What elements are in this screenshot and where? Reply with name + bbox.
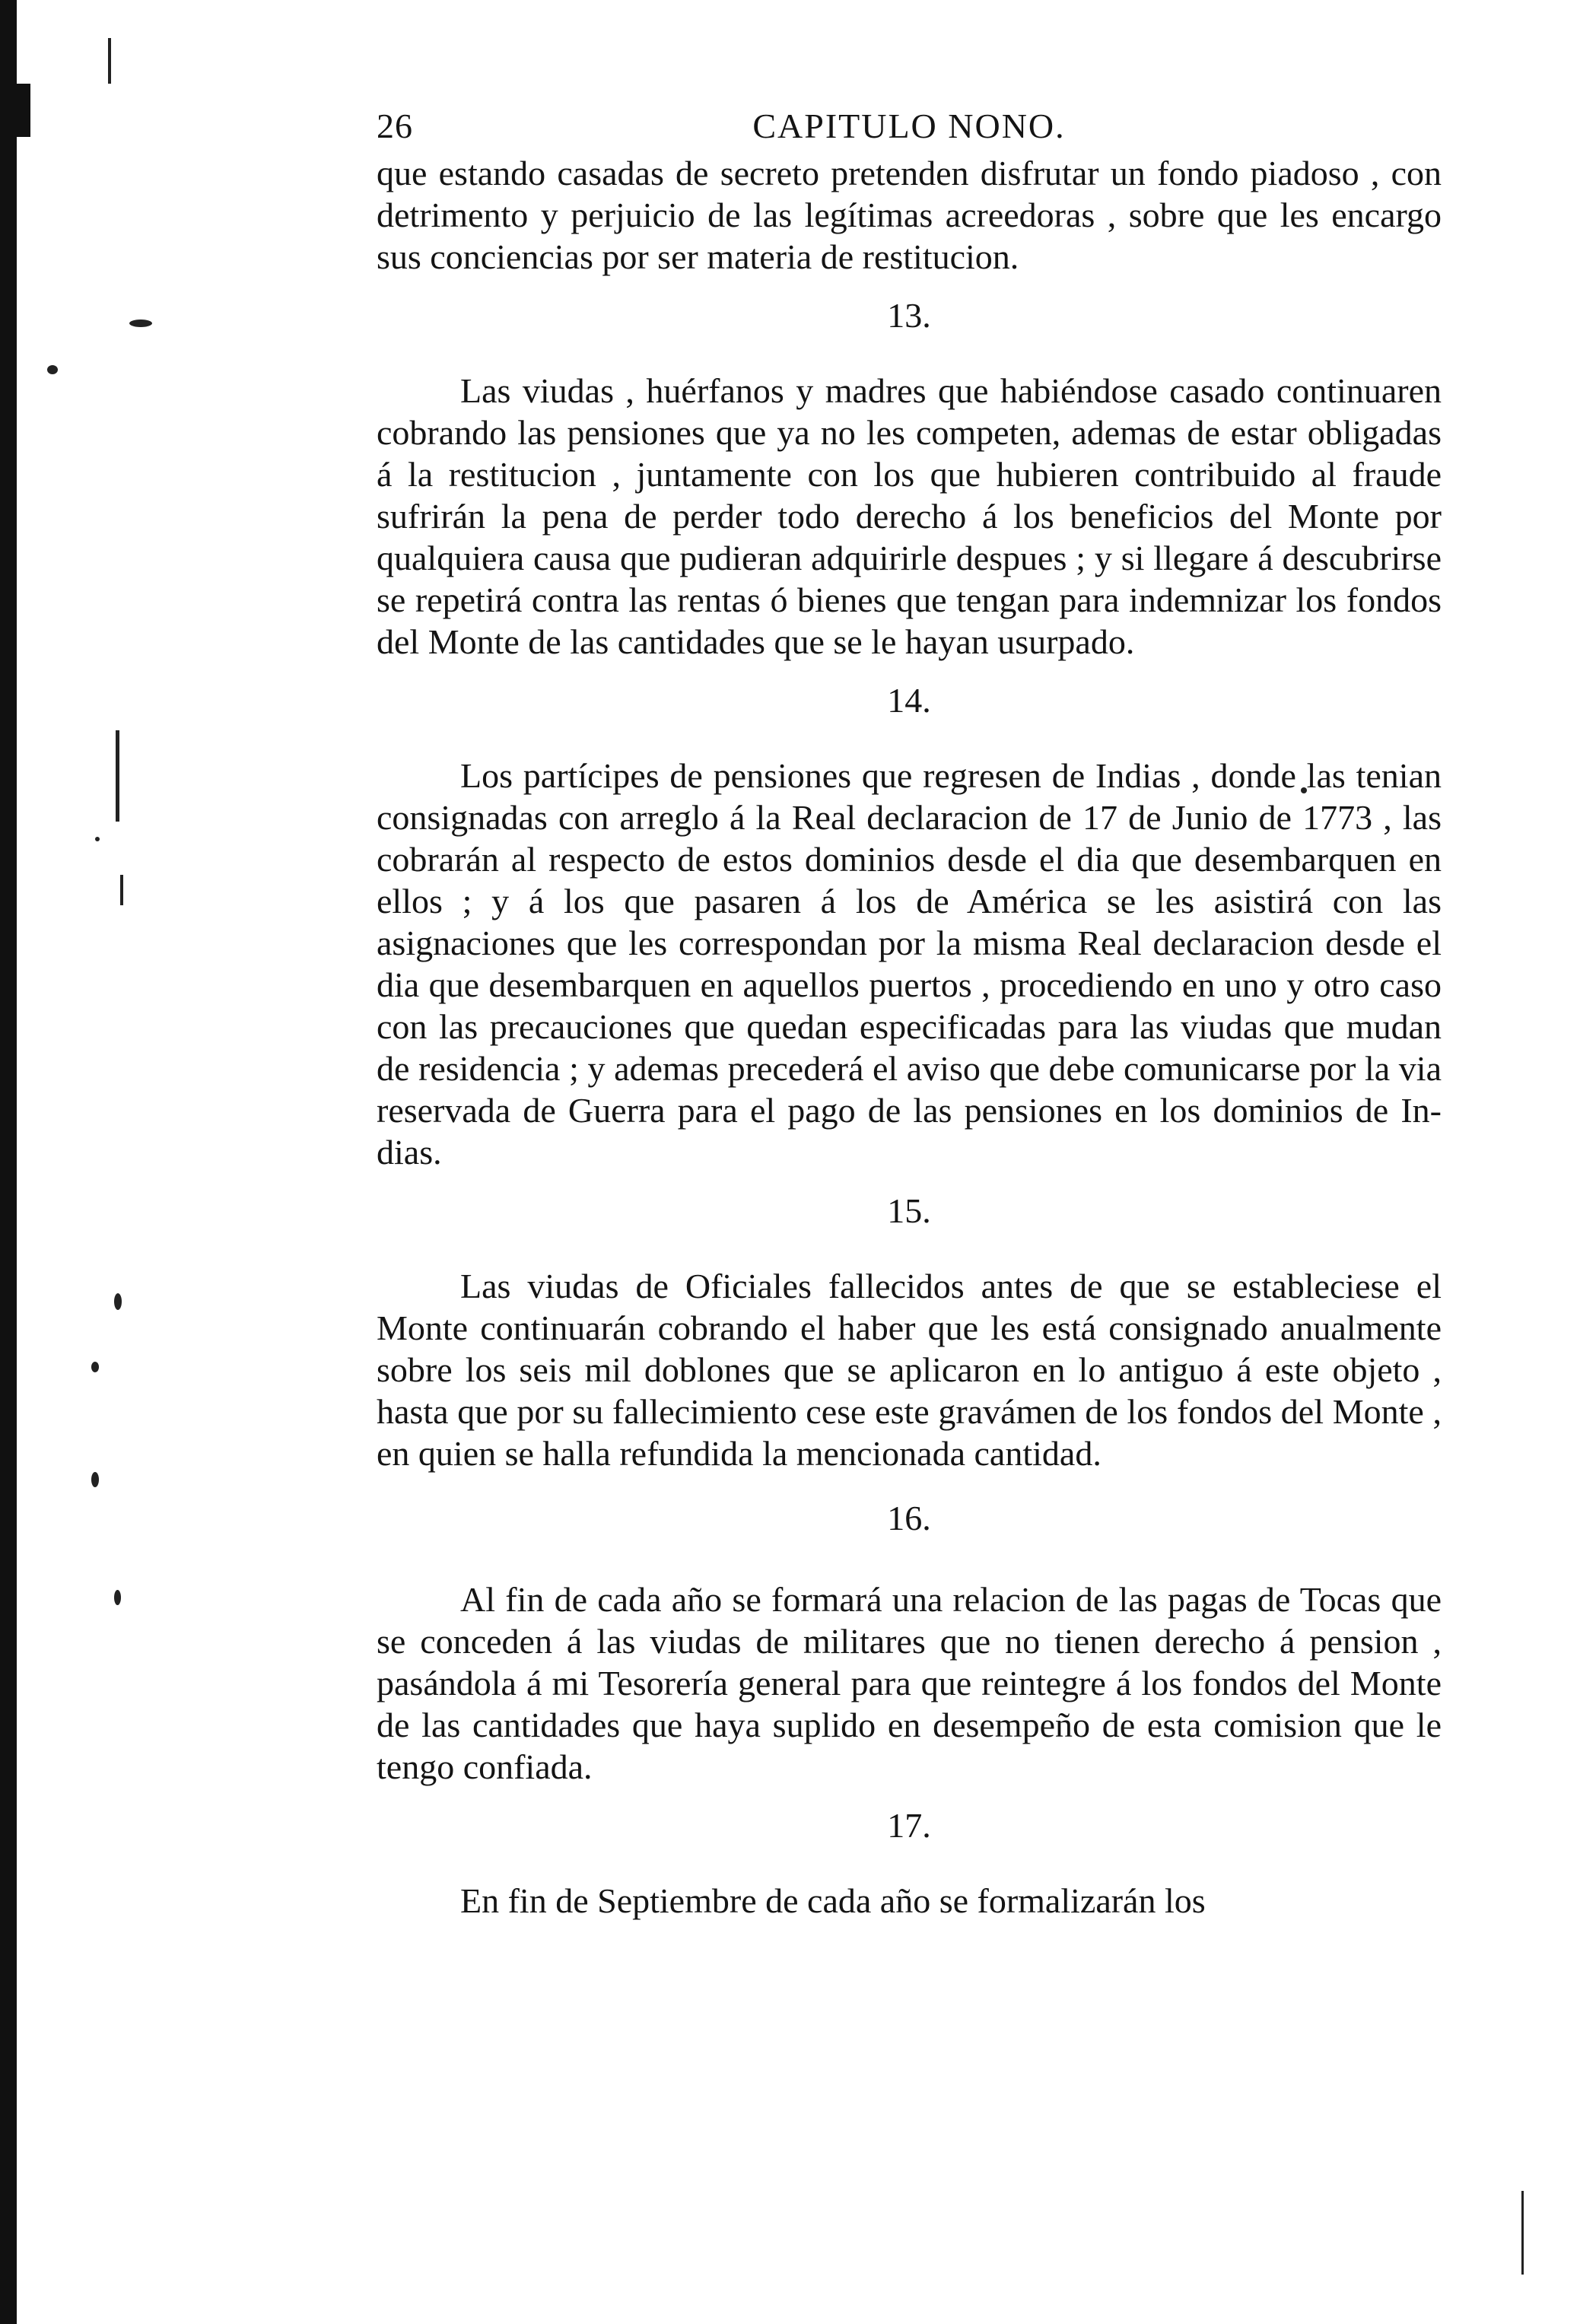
continuation-paragraph: que estando casadas de secreto pretenden disfrutar un fondo piadoso , con detrimento y perjuicio de las legítimas acreedoras , sobre que les encargo sus conciencias por ser materia de restitucion.	[377, 154, 1442, 276]
ink-speck	[47, 365, 58, 374]
section-paragraph-17: En fin de Septiembre de cada año se formalizarán los	[460, 1881, 1206, 1920]
section-number-17: 17.	[887, 1806, 931, 1845]
page-number: 26	[377, 107, 413, 145]
section-number-15: 15.	[887, 1191, 931, 1230]
section-number-13: 13.	[887, 296, 931, 335]
ink-speck	[114, 1590, 121, 1605]
ink-speck	[129, 320, 152, 327]
ink-speck	[91, 1362, 99, 1372]
margin-mark	[116, 730, 119, 822]
ink-speck	[95, 837, 100, 841]
section-number-16: 16.	[887, 1499, 931, 1537]
margin-mark	[108, 38, 111, 84]
section-paragraph-13: Las viudas , huérfanos y madres que habiéndose casado continuaren cobrando las pensiones que ya no les competen, ademas de estar obligadas á la restitucion , juntamente con los que hubieren contribuido al fraude sufrirán la pena de perder todo derecho á los beneficios del Monte por qualquiera causa que pudieran adquirirle despues ; y si llegare á descubrirse se repetirá contra las rentas ó bienes que tengan para indemnizar los fondos del Monte de las cantidades que se le hayan usurpado.	[377, 371, 1442, 661]
book-page	[377, 105, 1442, 1922]
ink-speck	[114, 1293, 122, 1310]
section-number-14: 14.	[887, 681, 931, 720]
section-paragraph-14: Los partícipes de pensiones que regresen de Indias , donde las tenian consignadas con arreglo á la Real declaracion de 17 de Junio de 1773 , las cobrarán al respecto de estos dominios desde el dia que desembarquen en ellos ; y á los que pasaren á los de América se les asistirá con las asignaciones que les correspondan por la misma Real declaracion desde el dia que desembarquen en aquellos puertos , procediendo en uno y otro caso con las precauciones que quedan especificadas para las viudas que mudan de residencia ; y ademas precederá el aviso que debe comunicarse por la via reservada de Guerra para el pago de las pensiones en los dominios de Indias.	[377, 756, 1442, 1172]
scan-edge	[0, 0, 17, 2324]
section-paragraph-15: Las viudas de Oficiales fallecidos antes de que se estableciese el Monte continuarán cobrando el haber que les está consignado anualmente sobre los seis mil doblones que se aplicaron en lo antiguo á este objeto , hasta que por su fallecimiento cese este gravámen de los fondos del Monte , en quien se halla refundida la mencionada cantidad.	[377, 1267, 1442, 1473]
ink-speck	[91, 1472, 99, 1487]
margin-mark	[1521, 2191, 1524, 2275]
chapter-title: CAPITULO NONO.	[752, 107, 1066, 145]
section-paragraph-16: Al fin de cada año se formará una relacion de las pagas de Tocas que se conceden á las viudas de militares que no tienen derecho á pension , pasándola á mi Tesorería general para que reintegre á los fondos del Monte de las cantidades que haya suplido en desempeño de esta comision que le tengo confiada.	[377, 1580, 1442, 1786]
scan-edge-notch	[0, 84, 30, 137]
running-head	[377, 105, 1442, 152]
margin-mark	[120, 875, 123, 905]
